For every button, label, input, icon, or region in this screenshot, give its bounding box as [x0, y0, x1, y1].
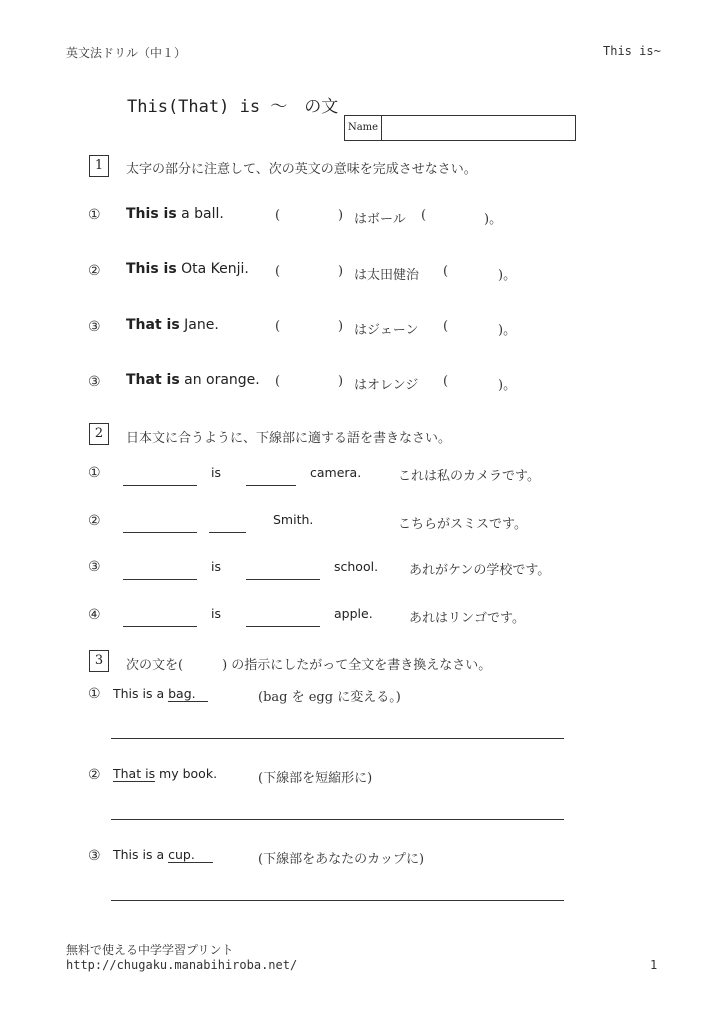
answer-blank[interactable] — [246, 579, 320, 580]
section2-number: 2 — [89, 423, 109, 445]
english-sentence: That is Jane. — [126, 317, 219, 333]
page-title: This(That) is ～ の文 — [127, 97, 339, 117]
answer-paren-open: ( — [421, 208, 427, 223]
rewrite-instruction: (bag を egg に変える。) — [258, 690, 401, 705]
section2-instruction: 日本文に合うように、下線部に適する語を書きなさい。 — [126, 431, 452, 446]
translation-text: はボール — [354, 212, 406, 227]
answer-paren-close: )。 — [498, 323, 517, 338]
given-word: school. — [334, 559, 379, 574]
translation-text: はオレンジ — [354, 378, 419, 393]
page-number: 1 — [650, 958, 658, 972]
item-number: ① — [88, 207, 101, 223]
item-number: ③ — [88, 319, 101, 335]
answer-line[interactable] — [111, 900, 564, 901]
japanese-sentence: こちらがスミスです。 — [398, 517, 527, 532]
answer-paren-open: ( — [275, 208, 281, 223]
answer-paren-close: ) — [338, 374, 344, 389]
answer-paren-close: )。 — [498, 378, 517, 393]
given-word: is — [211, 465, 221, 480]
rewrite-instruction: (下線部を短縮形に) — [258, 771, 373, 786]
translation-text: はジェーン — [354, 323, 419, 338]
item-number: ③ — [88, 848, 101, 864]
given-word: Smith. — [273, 512, 314, 527]
item-number: ③ — [88, 559, 101, 575]
given-word: apple. — [334, 606, 373, 621]
answer-blank[interactable] — [123, 579, 197, 580]
answer-blank[interactable] — [123, 626, 197, 627]
item-number: ① — [88, 686, 101, 702]
header-right: This is~ — [603, 44, 661, 58]
answer-blank[interactable] — [246, 626, 320, 627]
answer-paren-open: ( — [275, 319, 281, 334]
japanese-sentence: あれがケンの学校です。 — [409, 563, 551, 578]
section3-instruction: 次の文を( ) の指示にしたがって全文を書き換えなさい。 — [126, 658, 492, 673]
english-sentence: That is an orange. — [126, 372, 260, 388]
answer-paren-close: ) — [338, 319, 344, 334]
answer-paren-close: )。 — [484, 212, 503, 227]
item-number: ③ — [88, 374, 101, 390]
item-number: ② — [88, 263, 101, 279]
answer-paren-close: ) — [338, 264, 344, 279]
answer-paren-open: ( — [275, 264, 281, 279]
answer-blank[interactable] — [123, 485, 197, 486]
answer-line[interactable] — [111, 738, 564, 739]
answer-paren-close: )。 — [498, 268, 517, 283]
given-word: is — [211, 606, 221, 621]
section3-number: 3 — [89, 650, 109, 672]
given-word: camera. — [310, 465, 362, 480]
answer-blank[interactable] — [209, 532, 246, 533]
answer-paren-open: ( — [443, 374, 449, 389]
answer-blank[interactable] — [246, 485, 296, 486]
translation-text: は太田健治 — [354, 268, 420, 283]
footer-url[interactable]: http://chugaku.manabihiroba.net/ — [66, 958, 298, 972]
answer-blank[interactable] — [123, 532, 197, 533]
item-number: ② — [88, 513, 101, 529]
japanese-sentence: これは私のカメラです。 — [398, 469, 540, 484]
section1-number: 1 — [89, 155, 109, 177]
answer-paren-open: ( — [443, 319, 449, 334]
english-sentence: This is a bag. — [113, 686, 208, 701]
rewrite-instruction: (下線部をあなたのカップに) — [258, 852, 425, 867]
name-label: Name — [345, 116, 382, 140]
english-sentence: This is a cup. — [113, 847, 213, 862]
english-sentence: This is a ball. — [126, 206, 224, 222]
japanese-sentence: あれはリンゴです。 — [409, 611, 525, 626]
english-sentence: This is Ota Kenji. — [126, 261, 249, 277]
item-number: ② — [88, 767, 101, 783]
item-number: ④ — [88, 607, 101, 623]
answer-line[interactable] — [111, 819, 564, 820]
header-left: 英文法ドリル（中１） — [66, 46, 187, 60]
given-word: is — [211, 559, 221, 574]
name-box[interactable] — [344, 115, 576, 141]
english-sentence: That is my book. — [113, 766, 218, 781]
answer-paren-open: ( — [443, 264, 449, 279]
section1-instruction: 太字の部分に注意して、次の英文の意味を完成させなさい。 — [126, 162, 477, 177]
footer-title: 無料で使える中学学習プリント — [66, 943, 234, 957]
item-number: ① — [88, 465, 101, 481]
answer-paren-open: ( — [275, 374, 281, 389]
answer-paren-close: ) — [338, 208, 344, 223]
